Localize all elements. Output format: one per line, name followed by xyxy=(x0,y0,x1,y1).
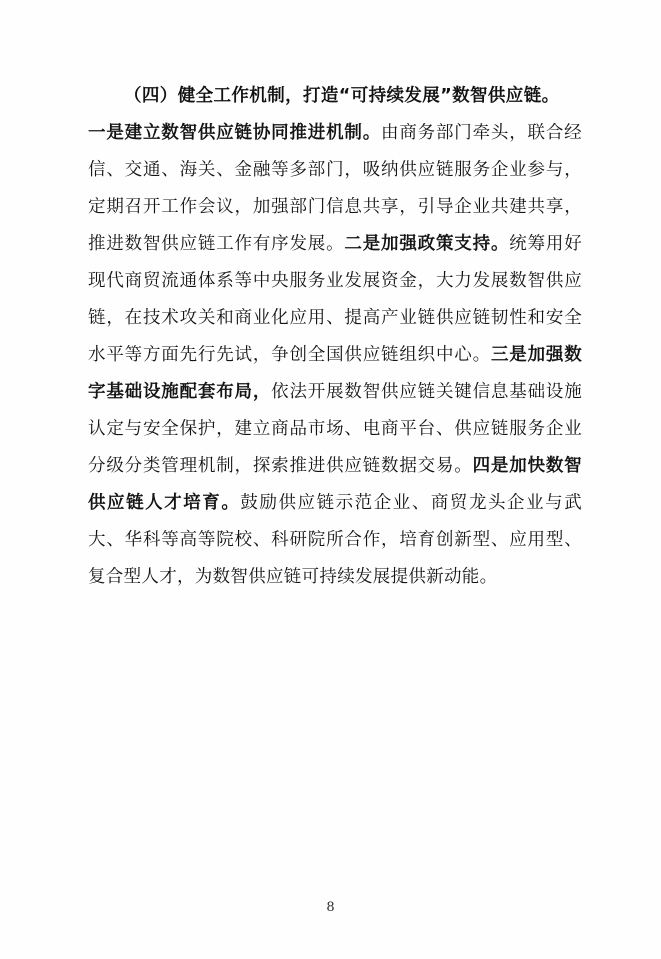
paragraph-segment: 鼓励供应链示范企业、商贸龙头企业与武大、华科等高等院校、科研院所合作，培育创新型、应用型、复合型人才，为数智供应链可持续发展提供新动能。 xyxy=(88,493,582,587)
section-paragraph xyxy=(88,115,582,596)
paragraph-segment: 一是建立数智供应链协同推进机制。 xyxy=(88,123,382,143)
paragraph-segment: 依法开展数智供应链关键信息基础设施认定与安全保护，建立商品市场、电商平台、供应链服务企业分级分类管理机制，探索推进供应链数据交易。 xyxy=(88,382,582,476)
document-body xyxy=(88,78,582,596)
paragraph-segment: 四是加快数智供应链人才培育。 xyxy=(88,456,582,513)
paragraph-segment: 由商务部门牵头，联合经信、交通、海关、金融等多部门，吸纳供应链服务企业参与，定期召开工作会议，加强部门信息共享，引导企业共建共享，推进数智供应链工作有序发展。 xyxy=(88,123,582,254)
paragraph-segment: 统筹用好现代商贸流通体系等中央服务业发展资金，大力发展数智供应链，在技术攻关和商业化应用、提高产业链供应链韧性和安全水平等方面先行先试，争创全国供应链组织中心。 xyxy=(88,234,583,365)
paragraph-segment: 三是加强数字基础设施配套布局， xyxy=(88,345,582,402)
page-number: 8 xyxy=(326,900,335,915)
section-heading: （四）健全工作机制，打造“可持续发展”数智供应链。 xyxy=(124,86,560,106)
paragraph-segment: 二是加强政策支持。 xyxy=(344,234,510,254)
